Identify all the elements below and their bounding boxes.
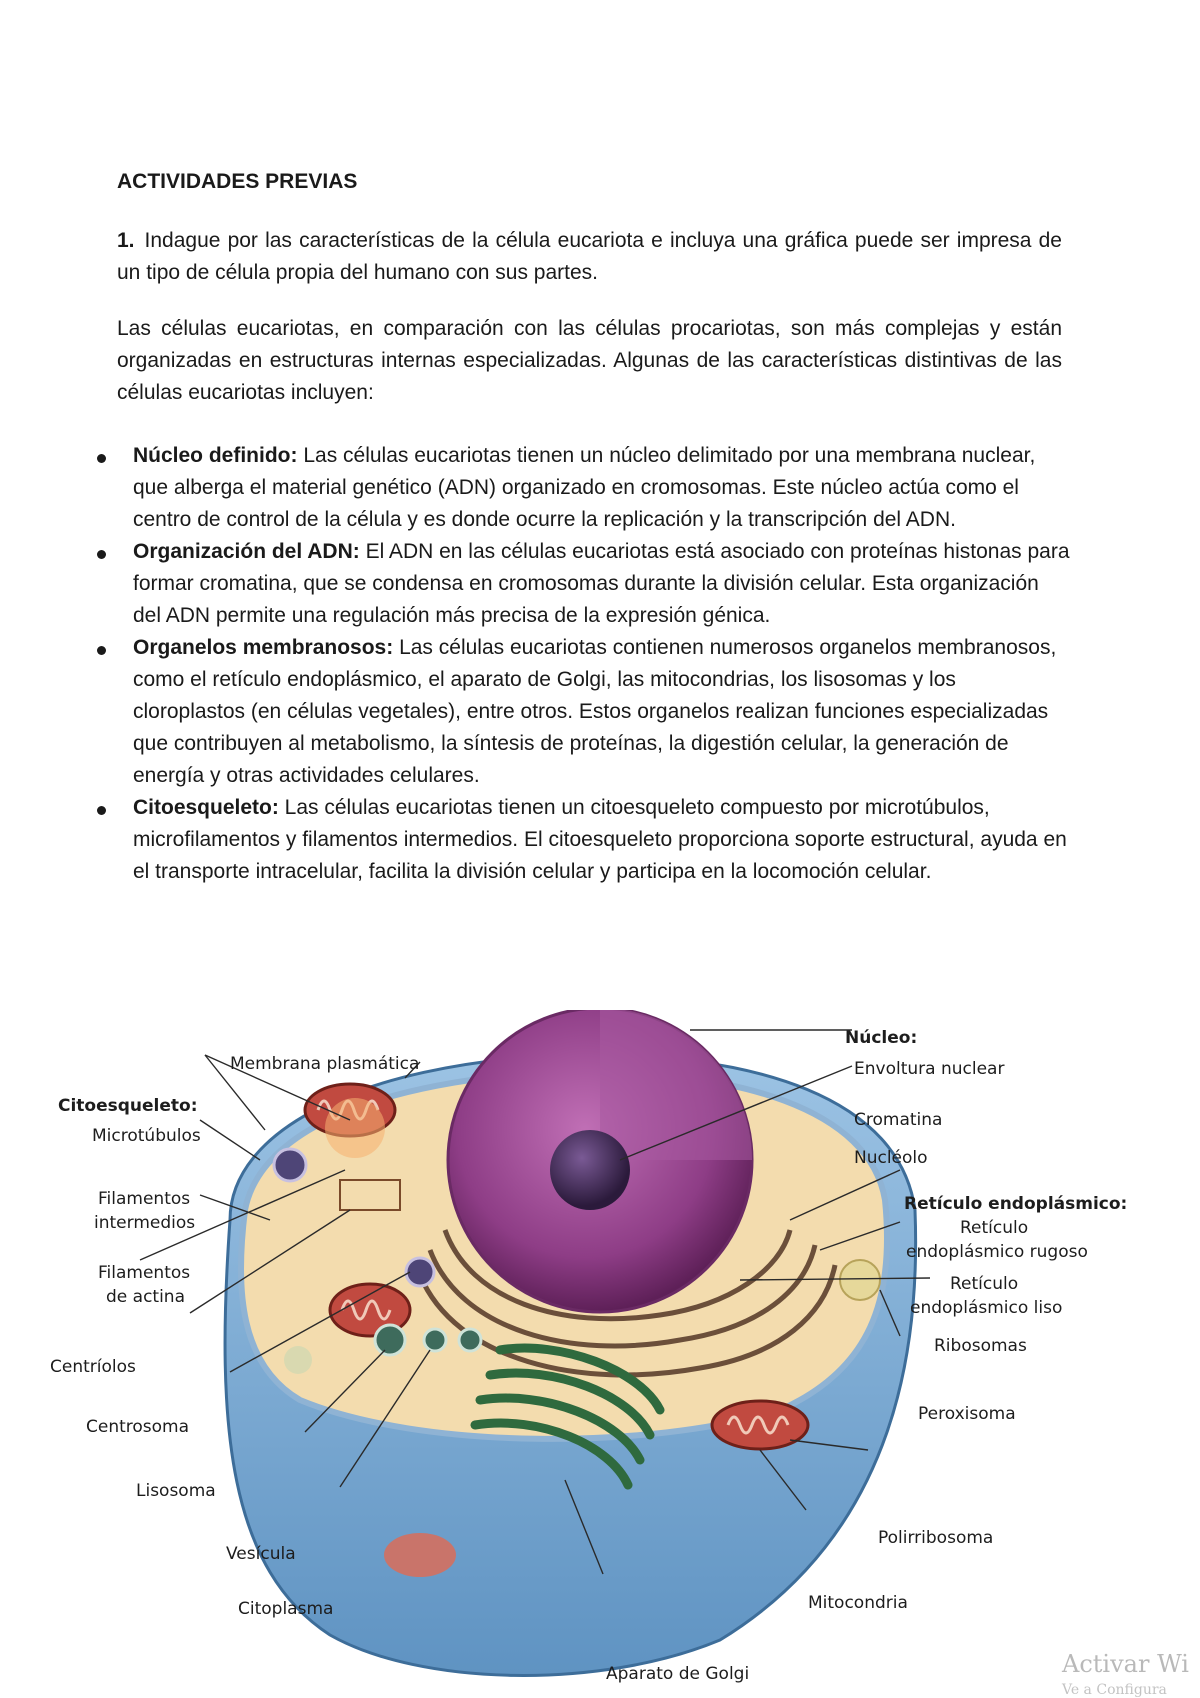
list-item-text: El ADN en las células eucariotas está asociado con proteínas histonas para formar cromatina, que se condensa en cromosomas durante la división celular. Esta organización del ADN permite una regulación más precisa de la expresión génica. [133, 540, 1070, 627]
eukaryotic-cell-diagram [0, 1010, 1200, 1694]
label-golgi: Aparato de Golgi [606, 1664, 750, 1684]
label-citoplasma: Citoplasma [238, 1599, 334, 1619]
label-centrosoma: Centrosoma [86, 1417, 190, 1437]
list-item-term: Organización del ADN: [133, 540, 360, 563]
label-nucleolo: Nucléolo [854, 1148, 928, 1168]
label-rer-2: endoplásmico rugoso [906, 1242, 1088, 1262]
label-microtubulos: Microtúbulos [92, 1126, 201, 1146]
label-filamentos-actina-2: de actina [106, 1287, 185, 1307]
list-item-text: Las células eucariotas contienen numerosos organelos membranosos, como el retículo endoplásmico, el aparato de Golgi, las mitocondrias, los lisosomas y los cloroplastos (en células vegetales), entre otros. Estos organelos realizan funciones especializadas que contribuyen al metabolismo, la síntesis de proteínas, la digestión celular, la generación de energía y otras actividades celulares. [133, 636, 1057, 787]
list-item-term: Citoesqueleto: [133, 796, 279, 819]
label-filamentos-intermedios-1: Filamentos [98, 1189, 191, 1209]
label-filamentos-actina-1: Filamentos [98, 1263, 191, 1283]
label-reticulo: Retículo endoplásmico: [904, 1194, 1128, 1214]
section-heading: ACTIVIDADES PREVIAS [117, 170, 358, 193]
bullet-icon [97, 550, 106, 559]
intro-paragraph: Las células eucariotas, en comparación con las células procariotas, son más complejas y están organizadas en estructuras internas especializadas. Algunas de las características distintivas de las células eucariotas incluyen: [117, 317, 1062, 404]
label-filamentos-intermedios-2: intermedios [94, 1213, 196, 1233]
activation-watermark: Activar Wi [1062, 1650, 1189, 1678]
bullet-icon [97, 646, 106, 655]
list-item [92, 792, 1072, 888]
label-ribosomas: Ribosomas [934, 1336, 1027, 1356]
list-item-text: Las células eucariotas tienen un citoesqueleto compuesto por microtúbulos, microfilamentos y filamentos intermedios. El citoesqueleto proporciona soporte estructural, ayuda en el transporte intracelular, facilita la división celular y participa en la locomoción celular. [133, 796, 1067, 883]
label-nucleo: Núcleo: [845, 1028, 918, 1048]
label-cromatina: Cromatina [854, 1110, 943, 1130]
bullet-icon [97, 806, 106, 815]
label-lisosoma: Lisosoma [136, 1481, 216, 1501]
list-item [92, 440, 1072, 536]
label-vesicula: Vesícula [226, 1544, 296, 1564]
bullet-icon [97, 454, 106, 463]
question-1 [117, 225, 1062, 289]
label-rel-2: endoplásmico liso [910, 1298, 1063, 1318]
label-mitocondria: Mitocondria [808, 1593, 908, 1613]
activation-watermark-subtitle: Ve a Configura [1062, 1682, 1167, 1698]
list-item-term: Núcleo definido: [133, 444, 298, 467]
characteristics-list [92, 440, 1072, 888]
label-peroxisoma: Peroxisoma [918, 1404, 1016, 1424]
list-item [92, 536, 1072, 632]
label-citoesqueleto: Citoesqueleto: [58, 1096, 198, 1116]
question-text: Indague por las características de la célula eucariota e incluya una gráfica puede ser impresa de un tipo de célula propia del humano con sus partes. [117, 229, 1062, 284]
list-item-text: Las células eucariotas tienen un núcleo delimitado por una membrana nuclear, que alberga el material genético (ADN) organizado en cromosomas. Este núcleo actúa como el centro de control de la célula y es donde ocurre la replicación y la transcripción del ADN. [133, 444, 1036, 531]
label-rel-1: Retículo [950, 1274, 1019, 1294]
label-membrana: Membrana plasmática [230, 1054, 420, 1074]
list-item [92, 632, 1072, 792]
label-rer-1: Retículo [960, 1218, 1029, 1238]
list-item-term: Organelos membranosos: [133, 636, 394, 659]
label-envoltura: Envoltura nuclear [854, 1059, 1005, 1079]
question-number: 1. [117, 229, 135, 252]
label-centriolos: Centríolos [50, 1357, 136, 1377]
label-polirribosoma: Polirribosoma [878, 1528, 994, 1548]
